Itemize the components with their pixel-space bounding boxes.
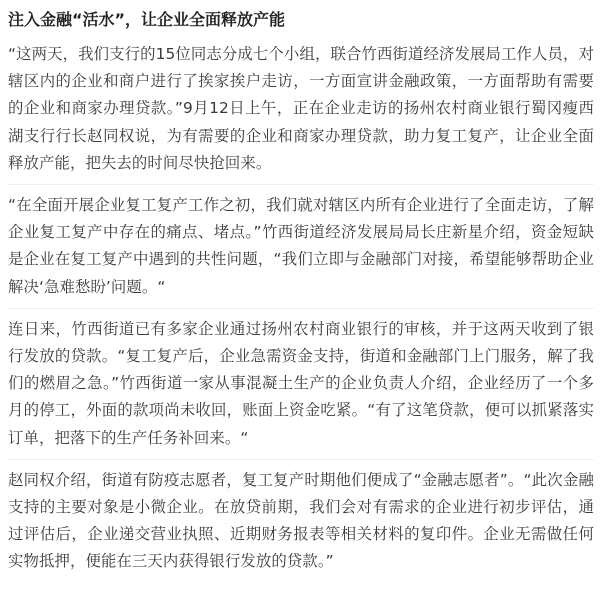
article-paragraph-3: 连日来，竹西街道已有多家企业通过扬州农村商业银行的审核，并于这两天收到了银行发放的贷款。“复工复产后，企业急需资金支持，街道和金融部门上门服务，解了我们的燃眉之急。”竹西街道一家从事混凝土生产的企业负责人介绍，企业经历了一个多月的停工，外面的款项尚未收回，账面上资金吃紧。“有了这笔贷款，便可以抓紧落实订单，把落下的生产任务补回来。“ (8, 319, 594, 447)
paragraph-divider (8, 184, 594, 185)
article-heading: 注入金融“活水”，让企业全面释放产能 (8, 10, 286, 29)
article-paragraph-2: “在全面开展企业复工复产工作之初，我们就对辖区内所有企业进行了全面走访，了解企业复工复产中存在的痛点、堵点。”竹西街道经济发展局局长庄新星介绍，资金短缺是企业在复工复产中遇到的共性问题，“我们立即与金融部门对接，希望能够帮助企业解决‘急难愁盼’问题。“ (8, 196, 594, 296)
paragraph-divider (8, 459, 594, 460)
article-paragraph-1: “这两天，我们支行的15位同志分成七个小组，联合竹西街道经济发展局工作人员，对辖区内的企业和商户进行了挨家挨户走访，一方面宣讲金融政策，一方面帮助有需要的企业和商家办理贷款。”9月12日上午，正在企业走访的扬州农村商业银行蜀冈瘦西湖支行行长赵同权说，为有需要的企业和商家办理贷款，助力复工复产，让企业全面释放产能，把失去的时间尽快抢回来。 (8, 45, 594, 172)
paragraph-divider (8, 308, 594, 309)
article-paragraph-4: 赵同权介绍，街道有防疫志愿者，复工复产时期他们便成了“金融志愿者”。“此次金融支持的主要对象是小微企业。在放贷前期，我们会对有需求的企业进行初步评估，通过评估后，企业递交营业执照、近期财务报表等相关材料的复印件。企业无需做任何实物抵押，便能在三天内获得银行发放的贷款。” (8, 470, 594, 571)
